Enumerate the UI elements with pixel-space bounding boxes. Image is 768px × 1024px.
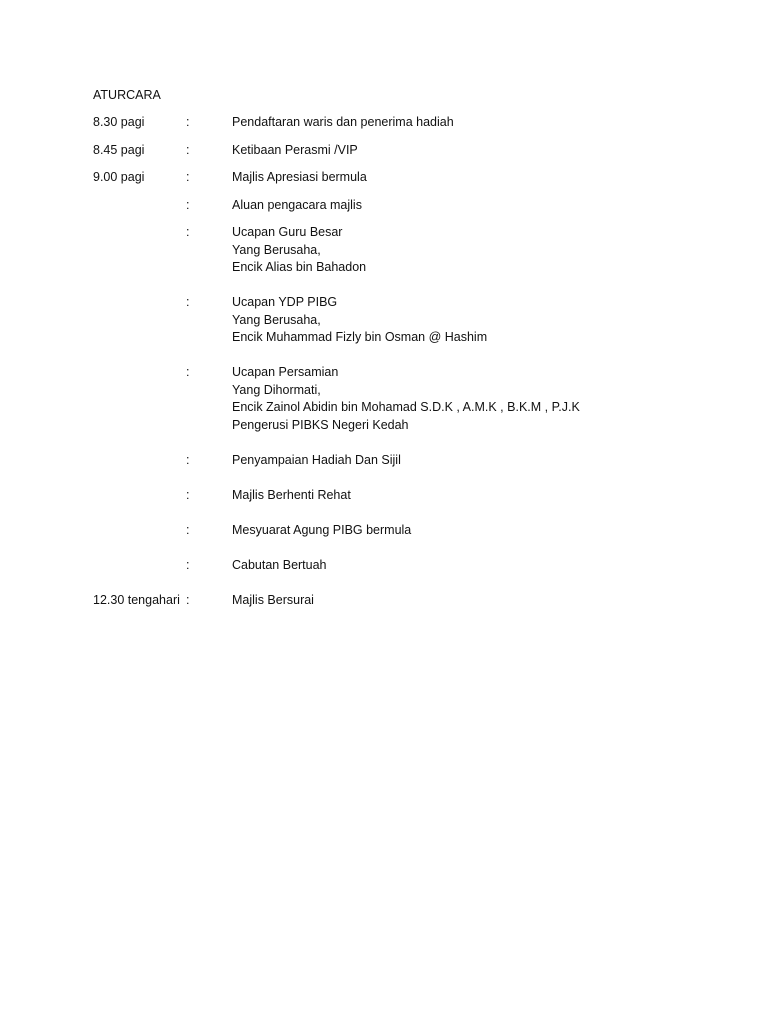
agenda-time: 8.45 pagi [93,142,145,157]
agenda-item [93,169,693,187]
agenda-colon: : [186,487,190,502]
agenda-line: Aluan pengacara majlis [232,197,362,212]
agenda-time: 8.30 pagi [93,115,145,129]
agenda-item [93,557,693,575]
agenda-item [93,114,693,132]
agenda-line: Majlis Bersurai [232,592,314,607]
agenda-description [232,169,693,187]
agenda-description [232,197,693,215]
agenda-time: 9.00 pagi [93,170,145,184]
agenda-line: Yang Berusaha, [232,312,321,327]
agenda-line: Encik Alias bin Bahadon [232,260,367,274]
agenda-colon: : [186,142,190,157]
agenda-item [93,224,693,277]
agenda-colon: : [186,365,190,379]
agenda-line: Ketibaan Perasmi /VIP [232,142,358,157]
agenda-list [93,114,693,619]
agenda-line: Ucapan YDP PIBG [232,295,338,309]
agenda-description [232,294,693,347]
agenda-item [93,364,693,434]
agenda-colon: : [186,557,190,572]
agenda-item [93,294,693,347]
agenda-line: Pendaftaran waris dan penerima hadiah [232,115,454,129]
agenda-line: Penyampaian Hadiah Dan Sijil [232,452,401,467]
agenda-colon: : [186,592,190,607]
agenda-description [232,364,693,434]
agenda-line: Ucapan Persamian [232,365,339,379]
agenda-time: 12.30 tengahari [93,592,180,607]
agenda-colon: : [186,522,190,537]
agenda-description [232,452,693,470]
agenda-line: Yang Berusaha, [232,242,321,257]
agenda-description [232,114,693,132]
agenda-line: Encik Zainol Abidin bin Mohamad S.D.K , A.M.K , B.K.M , P.J.K [232,400,580,414]
agenda-colon: : [186,452,190,467]
agenda-colon: : [186,295,190,309]
agenda-description [232,142,693,160]
agenda-line: Majlis Berhenti Rehat [232,487,351,502]
agenda-description [232,487,693,505]
agenda-item [93,197,693,215]
agenda-item [93,452,693,470]
agenda-item [93,487,693,505]
document-heading: ATURCARA [93,88,161,102]
agenda-description [232,557,693,575]
agenda-item [93,522,693,540]
agenda-item [93,142,693,160]
agenda-colon: : [186,115,190,129]
agenda-line: Yang Dihormati, [232,382,321,397]
agenda-line: Ucapan Guru Besar [232,225,343,239]
agenda-line: Majlis Apresiasi bermula [232,170,367,184]
agenda-description [232,522,693,540]
agenda-colon: : [186,225,190,239]
agenda-line: Cabutan Bertuah [232,557,327,572]
agenda-description [232,592,693,610]
agenda-colon: : [186,170,190,184]
agenda-line: Pengerusi PIBKS Negeri Kedah [232,417,409,432]
agenda-line: Mesyuarat Agung PIBG bermula [232,522,412,537]
agenda-description [232,224,693,277]
agenda-line: Encik Muhammad Fizly bin Osman @ Hashim [232,330,488,344]
agenda-colon: : [186,197,190,212]
agenda-item [93,592,693,610]
